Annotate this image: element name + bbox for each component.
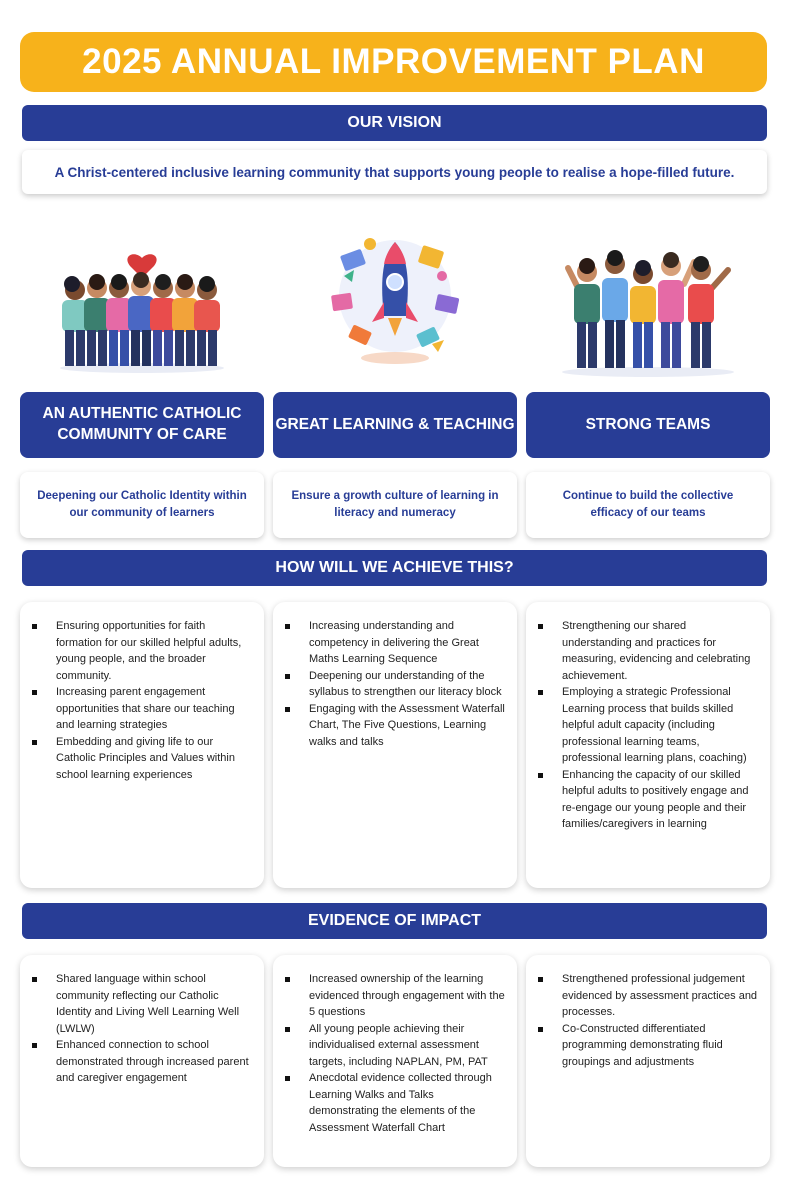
vision-statement: A Christ-centered inclusive learning community that supports young people to realise a hope-filled future. — [22, 150, 767, 194]
vision-heading: OUR VISION — [22, 105, 767, 141]
list-item: Enhancing the capacity of our skilled helpful adults to positively engage and re-engage our young people and their families/caregivers in learning — [536, 767, 758, 833]
evidence-card-catholic — [20, 955, 264, 1167]
list-item: Engaging with the Assessment Waterfall Chart, The Five Questions, Learning walks and talks — [283, 701, 505, 751]
goal-learning-teaching: Ensure a growth culture of learning in literacy and numeracy — [273, 472, 517, 538]
list-item: Increasing understanding and competency in delivering the Great Maths Learning Sequence — [283, 618, 505, 668]
list-item: Strengthened professional judgement evidenced by assessment practices and processes. — [536, 971, 758, 1021]
community-hug-illustration — [58, 236, 226, 376]
learning-rocket-illustration — [322, 224, 468, 374]
list-item: Shared language within school community reflecting our Catholic Identity and Living Well Learning Well (LWLW) — [30, 971, 252, 1037]
page-title: 2025 ANNUAL IMPROVEMENT PLAN — [20, 32, 767, 92]
achieve-card-catholic — [20, 602, 264, 888]
list-item: Ensuring opportunities for faith formation for our skilled helpful adults, young people, and the broader community. — [30, 618, 252, 684]
pillar-catholic-community: AN AUTHENTIC CATHOLIC COMMUNITY OF CARE — [20, 392, 264, 458]
list-item: Strengthening our shared understanding and practices for measuring, evidencing and celebrating achievement. — [536, 618, 758, 684]
pillar-strong-teams: STRONG TEAMS — [526, 392, 770, 458]
evidence-heading: EVIDENCE OF IMPACT — [22, 903, 767, 939]
evidence-card-learning — [273, 955, 517, 1167]
list-item: Employing a strategic Professional Learning process that builds skilled helpful adult capacity (including professional learning teams, professional learning plans, coaching) — [536, 684, 758, 767]
pillar-learning-teaching: GREAT LEARNING & TEACHING — [273, 392, 517, 458]
list-item: All young people achieving their individualised external assessment targets, including NAPLAN, PM, PAT — [283, 1021, 505, 1071]
evidence-card-teams — [526, 955, 770, 1167]
list-item: Embedding and giving life to our Catholic Principles and Values within school learning experiences — [30, 734, 252, 784]
list-item: Increasing parent engagement opportunities that share our teaching and learning strategies — [30, 684, 252, 734]
achieve-heading: HOW WILL WE ACHIEVE THIS? — [22, 550, 767, 586]
goal-catholic-community: Deepening our Catholic Identity within our community of learners — [20, 472, 264, 538]
team-celebration-illustration — [560, 248, 736, 378]
list-item: Deepening our understanding of the syllabus to strengthen our literacy block — [283, 668, 505, 701]
goal-strong-teams: Continue to build the collective efficacy of our teams — [526, 472, 770, 538]
achieve-card-learning — [273, 602, 517, 888]
list-item: Anecdotal evidence collected through Learning Walks and Talks demonstrating the elements of the Assessment Waterfall Chart — [283, 1070, 505, 1136]
list-item: Enhanced connection to school demonstrated through increased parent and caregiver engagement — [30, 1037, 252, 1087]
achieve-card-teams — [526, 602, 770, 888]
list-item: Increased ownership of the learning evidenced through engagement with the 5 questions — [283, 971, 505, 1021]
list-item: Co-Constructed differentiated programming demonstrating fluid groupings and adjustments — [536, 1021, 758, 1071]
